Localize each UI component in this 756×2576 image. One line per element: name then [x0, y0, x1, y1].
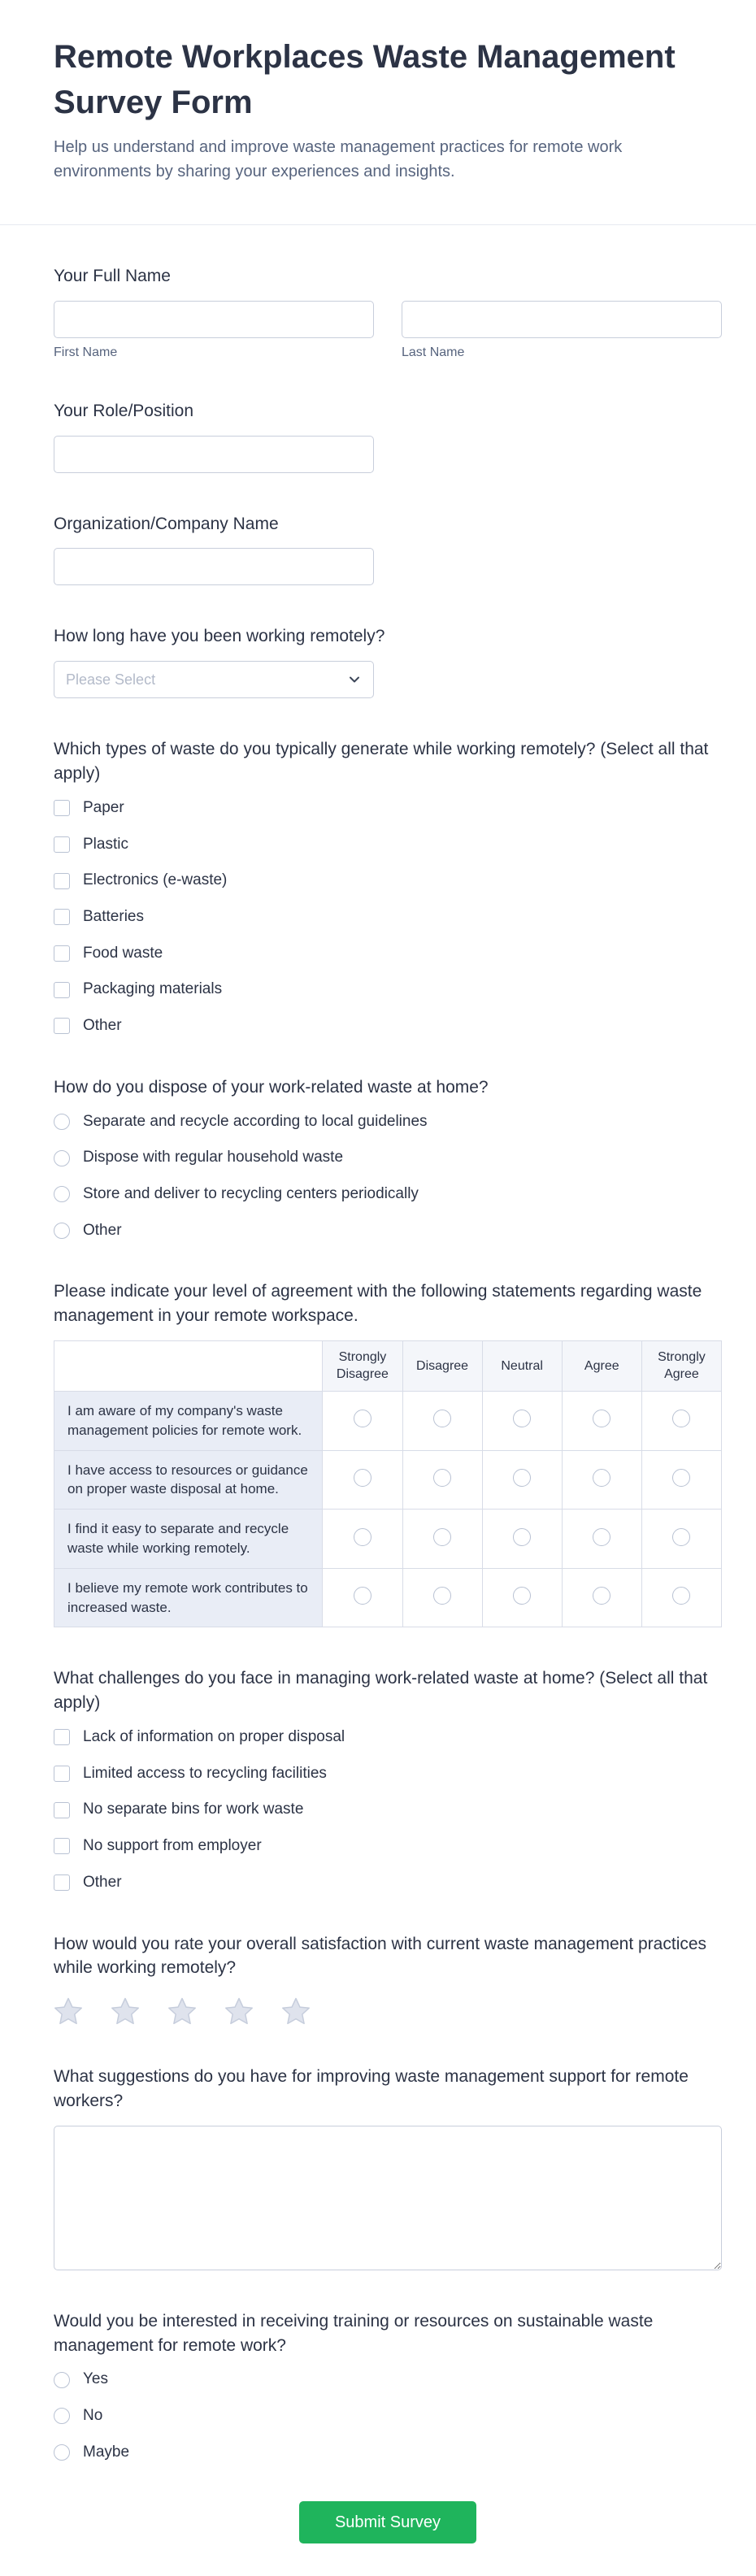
radio-icon[interactable] [54, 2444, 70, 2461]
star-icon[interactable] [224, 1996, 254, 2026]
question-challenges [54, 1666, 722, 1892]
matrix-row-label: I am aware of my company's waste management policies for remote work. [54, 1392, 323, 1451]
checkbox-icon[interactable] [54, 1018, 70, 1034]
checkbox-icon[interactable] [54, 873, 70, 889]
radio-option-row[interactable] [54, 1221, 722, 1241]
matrix-row [54, 1568, 722, 1627]
checkbox-option-row[interactable] [54, 1873, 722, 1893]
matrix-cell[interactable] [562, 1392, 641, 1451]
radio-icon[interactable] [54, 1150, 70, 1166]
question-label: What suggestions do you have for improving waste management support for remote workers? [54, 2067, 689, 2110]
radio-icon[interactable] [513, 1410, 531, 1427]
radio-icon[interactable] [513, 1528, 531, 1546]
matrix-cell[interactable] [562, 1568, 641, 1627]
first-name-sublabel: First Name [54, 345, 118, 359]
question-agreement-matrix [54, 1279, 722, 1627]
matrix-cell[interactable] [323, 1450, 402, 1510]
radio-icon[interactable] [593, 1469, 610, 1487]
option-label: Other [83, 1017, 122, 1034]
matrix-column-header: Neutral [482, 1340, 562, 1391]
waste-types-options [54, 798, 722, 1036]
checkbox-option-row[interactable] [54, 1727, 722, 1748]
radio-icon[interactable] [433, 1528, 451, 1546]
checkbox-option-row[interactable] [54, 1016, 722, 1036]
last-name-sublabel: Last Name [402, 345, 465, 359]
question-full-name [54, 264, 722, 360]
option-label: Food waste [83, 944, 163, 962]
radio-icon[interactable] [54, 1223, 70, 1239]
radio-icon[interactable] [672, 1528, 690, 1546]
matrix-cell[interactable] [482, 1392, 562, 1451]
matrix-corner-cell [54, 1340, 323, 1391]
question-label: How do you dispose of your work-related waste at home? [54, 1077, 489, 1097]
question-label: Please indicate your level of agreement with the following statements regarding waste management in your remote workspace. [54, 1282, 702, 1326]
matrix-column-header: Disagree [402, 1340, 482, 1391]
challenges-options [54, 1727, 722, 1892]
radio-icon[interactable] [433, 1410, 451, 1427]
checkbox-icon[interactable] [54, 945, 70, 962]
checkbox-icon[interactable] [54, 800, 70, 816]
question-training [54, 2309, 722, 2463]
matrix-row [54, 1450, 722, 1510]
matrix-column-header: Strongly Agree [641, 1340, 721, 1391]
question-label: Your Full Name [54, 267, 171, 285]
matrix-row-label: I believe my remote work contributes to increased waste. [54, 1568, 323, 1627]
option-label: Maybe [83, 2443, 130, 2461]
radio-icon[interactable] [54, 1186, 70, 1202]
submit-button[interactable]: Submit Survey [299, 2501, 476, 2543]
name-fields-row [54, 301, 722, 360]
radio-icon[interactable] [672, 1587, 690, 1605]
star-icon[interactable] [54, 1996, 83, 2026]
question-label: How long have you been working remotely? [54, 627, 385, 646]
checkbox-option-row[interactable] [54, 1800, 722, 1820]
question-role [54, 399, 722, 473]
checkbox-icon[interactable] [54, 982, 70, 998]
organization-input[interactable] [54, 548, 374, 585]
checkbox-icon[interactable] [54, 1874, 70, 1891]
radio-icon[interactable] [672, 1410, 690, 1427]
matrix-column-header: Agree [562, 1340, 641, 1391]
checkbox-icon[interactable] [54, 1802, 70, 1818]
option-label: Batteries [83, 907, 144, 925]
question-label: Organization/Company Name [54, 514, 279, 533]
matrix-row [54, 1510, 722, 1569]
matrix-cell[interactable] [323, 1392, 402, 1451]
question-remote-duration [54, 624, 722, 698]
matrix-cell[interactable] [562, 1510, 641, 1569]
first-name-field [54, 301, 374, 360]
checkbox-icon[interactable] [54, 909, 70, 925]
matrix-cell[interactable] [482, 1510, 562, 1569]
radio-icon[interactable] [433, 1587, 451, 1605]
question-label: Would you be interested in receiving training or resources on sustainable waste management for remote work? [54, 2311, 654, 2355]
question-disposal [54, 1075, 722, 1241]
last-name-field [402, 301, 722, 360]
question-satisfaction [54, 1932, 722, 2026]
option-label: Electronics (e-waste) [83, 871, 228, 889]
select-placeholder: Please Select [66, 671, 156, 688]
option-label: Lack of information on proper disposal [83, 1728, 345, 1746]
agreement-matrix-table [54, 1340, 722, 1628]
remote-duration-select[interactable] [54, 661, 374, 698]
option-label: Limited access to recycling facilities [83, 1764, 327, 1782]
star-icon[interactable] [281, 1996, 311, 2026]
chevron-down-icon [347, 672, 362, 687]
submit-section [54, 2501, 722, 2576]
question-organization [54, 512, 722, 586]
option-label: Other [83, 1873, 122, 1891]
checkbox-option-row[interactable] [54, 944, 722, 964]
star-icon[interactable] [111, 1996, 140, 2026]
checkbox-option-row[interactable] [54, 907, 722, 927]
last-name-input[interactable] [402, 301, 722, 338]
first-name-input[interactable] [54, 301, 374, 338]
form-title: Remote Workplaces Waste Management Survey Form [54, 39, 676, 120]
question-label: What challenges do you face in managing work-related waste at home? (Select all that apply) [54, 1669, 708, 1713]
matrix-cell[interactable] [482, 1450, 562, 1510]
radio-option-row[interactable] [54, 2443, 722, 2463]
radio-icon[interactable] [54, 2372, 70, 2388]
radio-icon[interactable] [354, 1469, 371, 1487]
option-label: Packaging materials [83, 980, 223, 998]
checkbox-icon[interactable] [54, 1729, 70, 1745]
matrix-row [54, 1392, 722, 1451]
radio-icon[interactable] [433, 1469, 451, 1487]
star-rating [54, 1996, 722, 2026]
radio-icon[interactable] [354, 1410, 371, 1427]
checkbox-option-row[interactable] [54, 798, 722, 819]
radio-icon[interactable] [513, 1469, 531, 1487]
option-label: No separate bins for work waste [83, 1801, 304, 1818]
checkbox-option-row[interactable] [54, 835, 722, 855]
question-label: How would you rate your overall satisfaction with current waste management practices while working remotely? [54, 1934, 707, 1978]
matrix-cell[interactable] [402, 1450, 482, 1510]
matrix-cell[interactable] [562, 1450, 641, 1510]
radio-icon[interactable] [354, 1528, 371, 1546]
radio-icon[interactable] [593, 1587, 610, 1605]
option-label: No support from employer [83, 1837, 262, 1855]
option-label: No [83, 2407, 103, 2425]
matrix-cell[interactable] [402, 1510, 482, 1569]
option-label: Plastic [83, 835, 128, 853]
checkbox-option-row[interactable] [54, 1836, 722, 1857]
form-body [0, 225, 756, 2576]
matrix-cell[interactable] [482, 1568, 562, 1627]
radio-option-row[interactable] [54, 1184, 722, 1205]
checkbox-option-row[interactable] [54, 1764, 722, 1784]
suggestions-textarea[interactable] [54, 2126, 722, 2270]
training-options [54, 2370, 722, 2462]
checkbox-icon[interactable] [54, 1838, 70, 1854]
question-label: Your Role/Position [54, 401, 193, 420]
matrix-column-header: Strongly Disagree [323, 1340, 402, 1391]
form-header [0, 0, 756, 225]
radio-icon[interactable] [593, 1410, 610, 1427]
radio-icon[interactable] [354, 1587, 371, 1605]
radio-icon[interactable] [672, 1469, 690, 1487]
radio-icon[interactable] [593, 1528, 610, 1546]
matrix-cell[interactable] [402, 1568, 482, 1627]
checkbox-icon[interactable] [54, 1766, 70, 1782]
form-subtitle: Help us understand and improve waste management practices for remote work environments by sharing your experiences and insights. [54, 138, 623, 180]
checkbox-icon[interactable] [54, 836, 70, 853]
matrix-cell[interactable] [641, 1392, 721, 1451]
matrix-cell[interactable] [323, 1568, 402, 1627]
question-waste-types [54, 737, 722, 1036]
option-label: Yes [83, 2370, 108, 2388]
matrix-cell[interactable] [641, 1568, 721, 1627]
matrix-row-label: I find it easy to separate and recycle waste while working remotely. [54, 1510, 323, 1569]
radio-option-row[interactable] [54, 2406, 722, 2426]
matrix-cell[interactable] [641, 1510, 721, 1569]
matrix-cell[interactable] [402, 1392, 482, 1451]
matrix-cell[interactable] [641, 1450, 721, 1510]
role-input[interactable] [54, 436, 374, 473]
radio-icon[interactable] [513, 1587, 531, 1605]
question-suggestions [54, 2065, 722, 2270]
radio-icon[interactable] [54, 2408, 70, 2424]
checkbox-option-row[interactable] [54, 980, 722, 1000]
matrix-row-label: I have access to resources or guidance on proper waste disposal at home. [54, 1450, 323, 1510]
disposal-options [54, 1112, 722, 1241]
radio-icon[interactable] [54, 1114, 70, 1130]
checkbox-option-row[interactable] [54, 871, 722, 891]
option-label: Other [83, 1221, 122, 1239]
radio-option-row[interactable] [54, 1112, 722, 1132]
option-label: Dispose with regular household waste [83, 1149, 344, 1166]
question-label: Which types of waste do you typically generate while working remotely? (Select all that apply) [54, 740, 709, 784]
radio-option-row[interactable] [54, 1148, 722, 1168]
option-label: Paper [83, 798, 124, 816]
option-label: Store and deliver to recycling centers periodically [83, 1184, 419, 1202]
star-icon[interactable] [167, 1996, 197, 2026]
radio-option-row[interactable] [54, 2370, 722, 2390]
option-label: Separate and recycle according to local guidelines [83, 1112, 428, 1130]
matrix-cell[interactable] [323, 1510, 402, 1569]
